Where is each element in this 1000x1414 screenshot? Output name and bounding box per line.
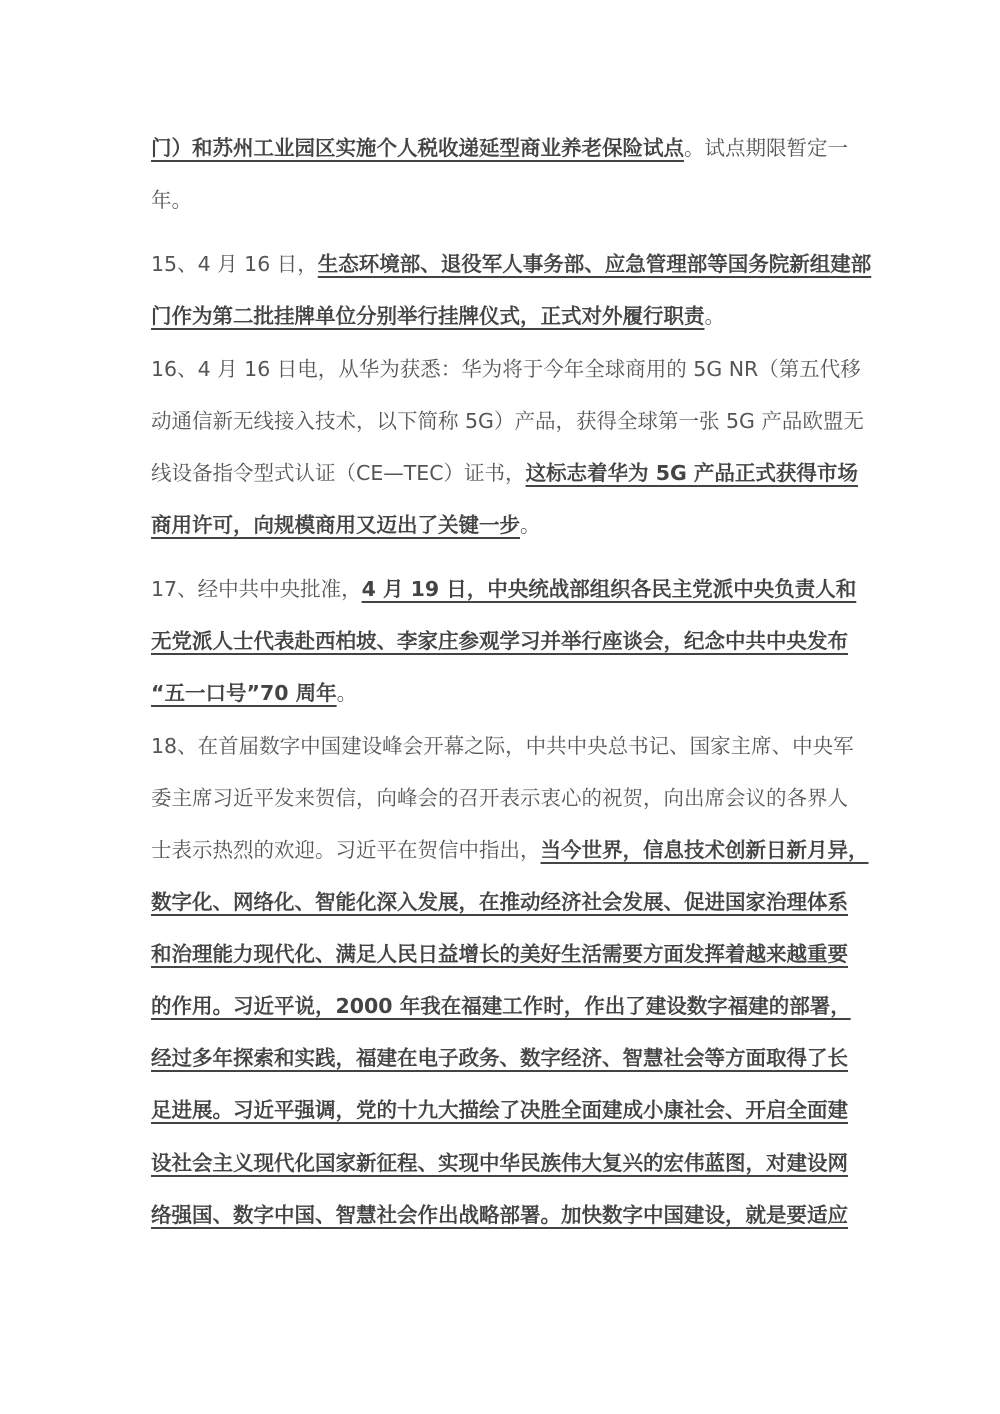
plain-text: 。试点期限暂定一 [684, 136, 848, 160]
emphasized-text: 当今世界，信息技术创新日新月异， [540, 838, 869, 862]
text-line [151, 888, 848, 916]
text-line [151, 355, 861, 383]
plain-text: 。 [336, 681, 358, 705]
emphasized-text: 经过多年探索和实践，福建在电子政务、数字经济、智慧社会等方面取得了长 [151, 1046, 848, 1070]
text-line [151, 992, 851, 1020]
plain-text: 18、在首届数字中国建设峰会开幕之际，中共中央总书记、国家主席、中央军 [151, 734, 854, 758]
text-line [151, 575, 856, 603]
plain-text: 。 [704, 304, 725, 328]
text-line [151, 732, 854, 760]
emphasized-text: “五一口号”70 周年 [151, 681, 337, 705]
text-line [151, 302, 725, 330]
plain-text: 委主席习近平发来贺信，向峰会的召开表示衷心的祝贺，向出席会议的各界人 [151, 786, 848, 810]
text-line [151, 459, 858, 487]
text-line [151, 407, 864, 435]
text-line [151, 250, 871, 278]
emphasized-text: 和治理能力现代化、满足人民日益增长的美好生活需要方面发挥着越来越重要 [151, 942, 848, 966]
text-line [151, 1096, 848, 1124]
plain-text: 16、4 月 16 日电，从华为获悉：华为将于今年全球商用的 5G NR（第五代移 [151, 357, 861, 381]
text-line [151, 186, 192, 214]
text-line [151, 784, 848, 812]
text-line [151, 1044, 848, 1072]
emphasized-text: 生态环境部、退役军人事务部、应急管理部等国务院新组建部 [317, 252, 872, 276]
emphasized-text: 络强国、数字中国、智慧社会作出战略部署。加快数字中国建设，就是要适应 [151, 1203, 848, 1227]
emphasized-text: 商用许可，向规模商用又迈出了关键一步 [151, 513, 520, 537]
plain-text: 。 [520, 513, 541, 537]
emphasized-text: 门作为第二批挂牌单位分别举行挂牌仪式，正式对外履行职责 [151, 304, 705, 328]
emphasized-text: 4 月 19 日，中央统战部组织各民主党派中央负责人和 [361, 577, 857, 601]
text-line [151, 134, 848, 162]
text-line [151, 836, 869, 864]
plain-text: 年。 [151, 188, 192, 212]
emphasized-text: 无党派人士代表赴西柏坡、李家庄参观学习并举行座谈会，纪念中共中央发布 [151, 629, 848, 653]
plain-text: 线设备指令型式认证（CE—TEC）证书， [151, 461, 526, 485]
emphasized-text: 的作用。习近平说，2000 年我在福建工作时，作出了建设数字福建的部署， [151, 994, 851, 1018]
emphasized-text: 门）和苏州工业园区实施个人税收递延型商业养老保险试点 [151, 136, 684, 160]
text-line [151, 1201, 848, 1229]
emphasized-text: 设社会主义现代化国家新征程、实现中华民族伟大复兴的宏伟蓝图，对建设网 [151, 1151, 848, 1175]
text-line [151, 1149, 848, 1177]
text-line [151, 627, 848, 655]
text-line [151, 940, 848, 968]
plain-text: 士表示热烈的欢迎。习近平在贺信中指出， [151, 838, 541, 862]
plain-text: 15、4 月 16 日， [151, 252, 318, 276]
plain-text: 17、经中共中央批准， [151, 577, 362, 601]
emphasized-text: 足进展。习近平强调，党的十九大描绘了决胜全面建成小康社会、开启全面建 [151, 1098, 848, 1122]
emphasized-text: 数字化、网络化、智能化深入发展，在推动经济社会发展、促进国家治理体系 [151, 890, 848, 914]
emphasized-text: 这标志着华为 5G 产品正式获得市场 [525, 461, 858, 485]
plain-text: 动通信新无线接入技术，以下简称 5G）产品，获得全球第一张 5G 产品欧盟无 [151, 409, 864, 433]
text-line [151, 511, 541, 539]
text-line [151, 679, 357, 707]
